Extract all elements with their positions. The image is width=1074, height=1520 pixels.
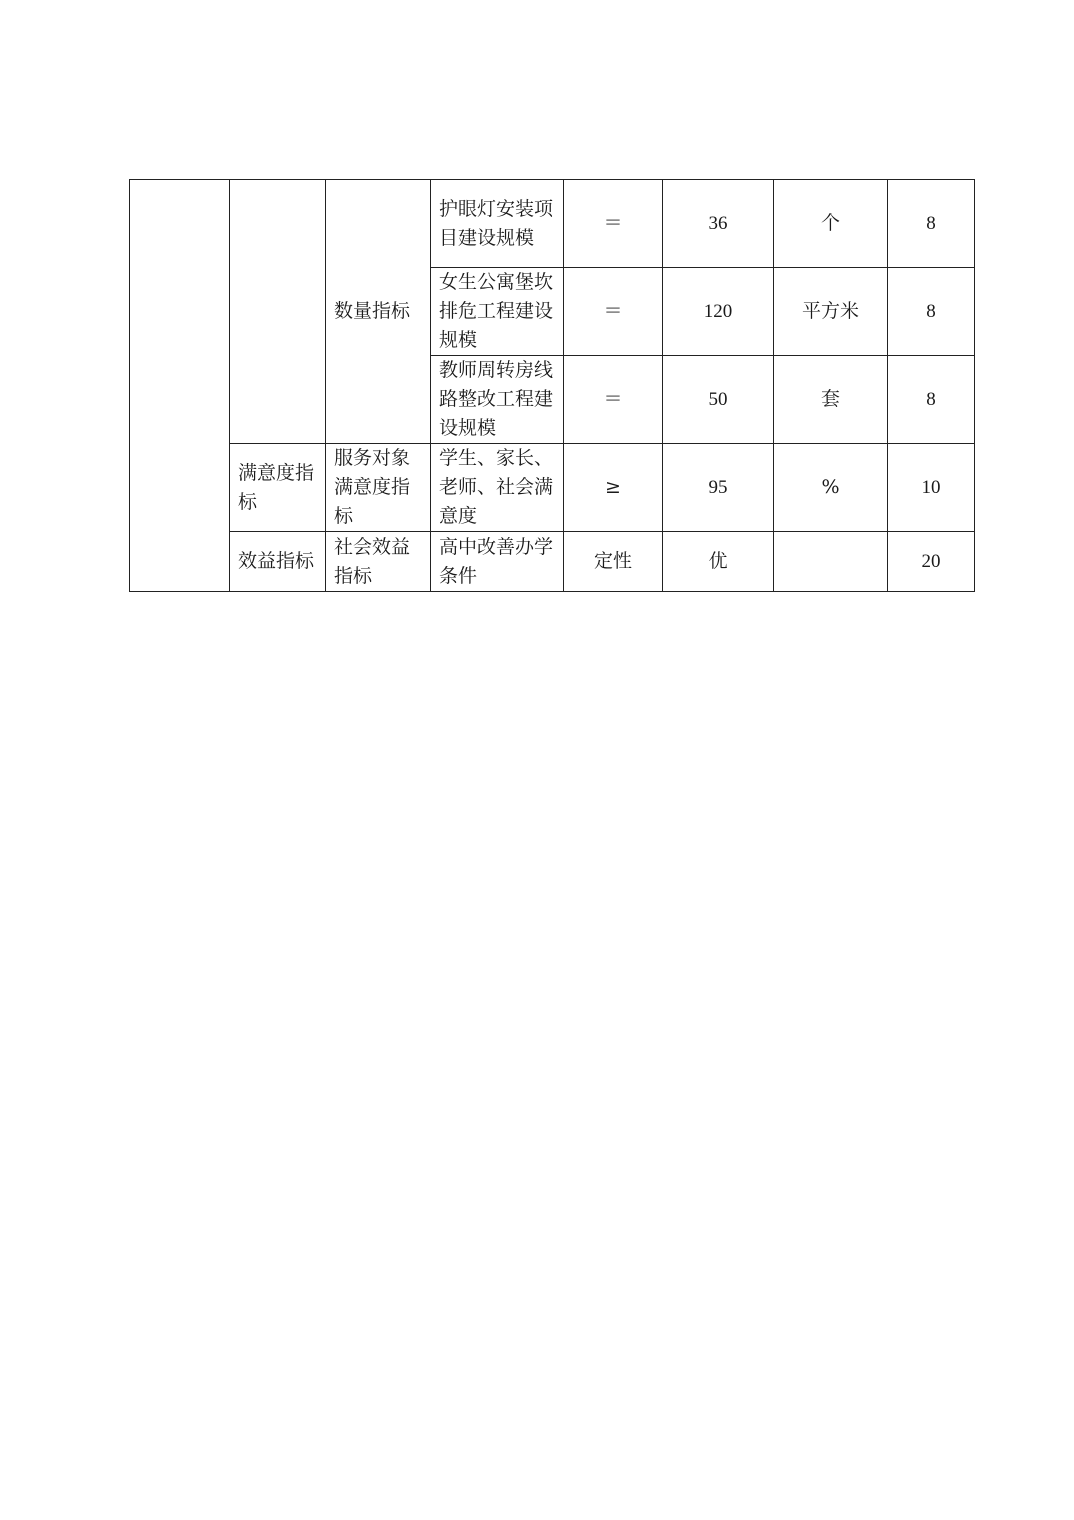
- score-cell: 20: [888, 532, 975, 592]
- performance-indicator-table: [129, 179, 975, 592]
- level2-indicator-cell: 效益指标: [230, 532, 326, 592]
- indicator-name-cell: 高中改善办学条件: [431, 532, 564, 592]
- score-cell: 10: [888, 444, 975, 532]
- target-value-cell: 95: [663, 444, 774, 532]
- indicator-name-cell: 护眼灯安装项目建设规模: [431, 180, 564, 268]
- operator-cell: ＝: [564, 268, 663, 356]
- unit-cell: [774, 532, 888, 592]
- score-cell: 8: [888, 268, 975, 356]
- unit-cell: 平方米: [774, 268, 888, 356]
- table-row: [130, 444, 975, 532]
- table-row: [130, 180, 975, 268]
- level2-indicator-cell: 满意度指标: [230, 444, 326, 532]
- operator-cell: ＝: [564, 180, 663, 268]
- target-value-cell: 优: [663, 532, 774, 592]
- score-cell: 8: [888, 180, 975, 268]
- target-value-cell: 120: [663, 268, 774, 356]
- level2-indicator-cell: [230, 180, 326, 444]
- table-row: [130, 532, 975, 592]
- unit-cell: 套: [774, 356, 888, 444]
- operator-cell: 定性: [564, 532, 663, 592]
- level3-indicator-cell: 数量指标: [326, 180, 431, 444]
- level3-indicator-cell: 服务对象满意度指标: [326, 444, 431, 532]
- unit-cell: 个: [774, 180, 888, 268]
- score-cell: 8: [888, 356, 975, 444]
- target-value-cell: 36: [663, 180, 774, 268]
- operator-cell: ＝: [564, 356, 663, 444]
- indicator-name-cell: 学生、家长、老师、社会满意度: [431, 444, 564, 532]
- level3-indicator-cell: 社会效益指标: [326, 532, 431, 592]
- target-value-cell: 50: [663, 356, 774, 444]
- indicator-name-cell: 教师周转房线路整改工程建设规模: [431, 356, 564, 444]
- level1-indicator-cell: [130, 180, 230, 592]
- unit-cell: %: [774, 444, 888, 532]
- operator-cell: ≥: [564, 444, 663, 532]
- indicator-name-cell: 女生公寓堡坎排危工程建设规模: [431, 268, 564, 356]
